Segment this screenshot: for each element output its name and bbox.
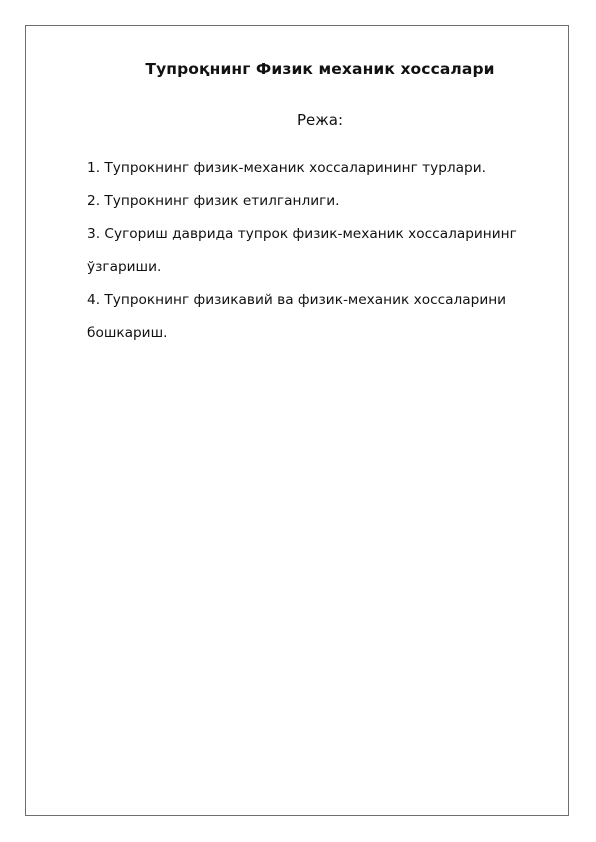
document-title: Тупроқнинг Физик механик хоссалари (145, 60, 495, 78)
page-border (25, 25, 569, 816)
plan-item-text: 4. Тупрокнинг физикавий ва физик-механик хоссаларини (87, 292, 507, 308)
plan-item-2 (87, 189, 557, 213)
plan-list (87, 156, 557, 354)
plan-item-4 (87, 288, 557, 345)
plan-item-1 (87, 156, 557, 180)
plan-heading: Режа: (296, 111, 344, 129)
plan-item-3 (87, 222, 557, 279)
plan-item-text-continuation: бошкариш. (87, 325, 168, 341)
plan-item-text: 2. Тупрокнинг физик етилганлиги. (87, 193, 340, 209)
plan-item-text: 3. Сугориш даврида тупрок физик-механик хоссаларининг (87, 226, 517, 242)
plan-item-text: 1. Тупрокнинг физик-механик хоссаларининг турлари. (87, 160, 486, 176)
plan-item-text-continuation: ўзгариши. (87, 259, 162, 275)
